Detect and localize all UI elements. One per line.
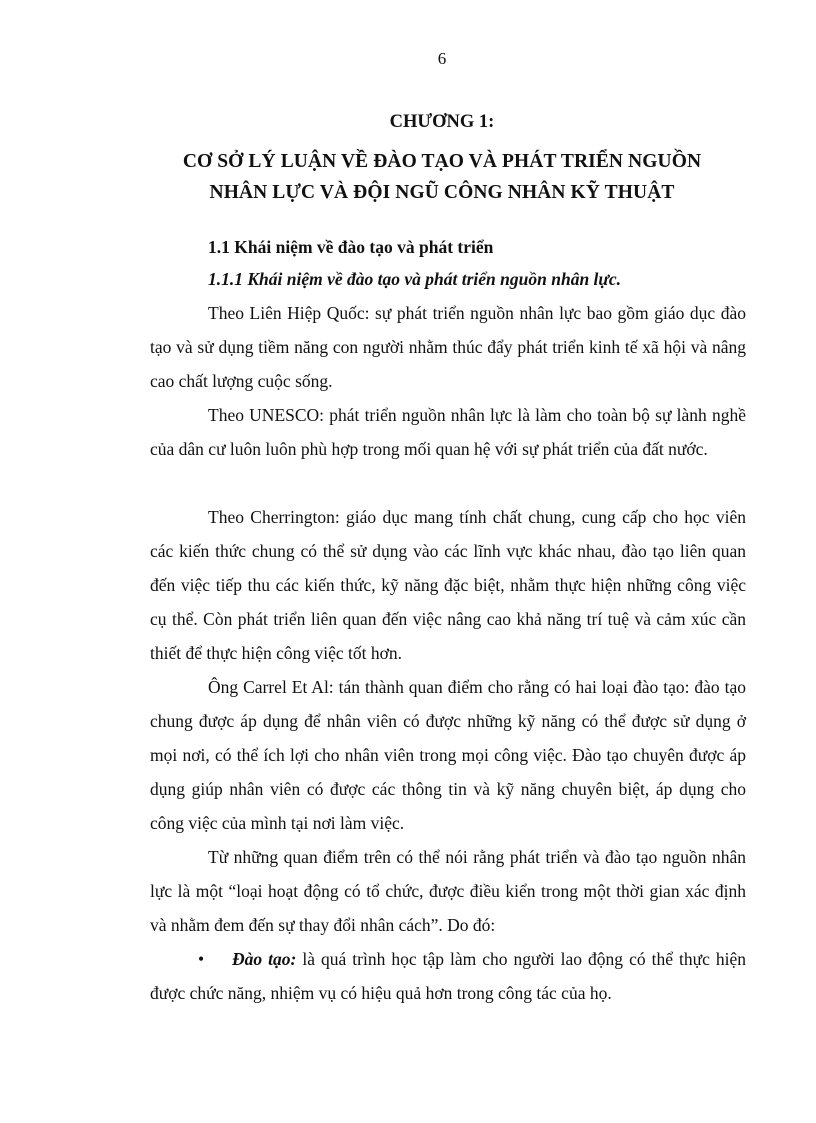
chapter-title-line-2: NHÂN LỰC VÀ ĐỘI NGŨ CÔNG NHÂN KỸ THUẬT [209, 182, 675, 203]
chapter-title-line-1: CƠ SỞ LÝ LUẬN VỀ ĐÀO TẠO VÀ PHÁT TRIỂN NGUỒN [182, 151, 702, 172]
paragraph-un-definition [150, 296, 746, 398]
paragraph-text: Theo Liên Hiệp Quốc: sự phát triển nguồn nhân lực bao gồm giáo dục đào tạo và sử dụng tiềm năng con người nhằm thúc đẩy phát triển kinh tế xã hội và nâng cao chất lượng cuộc sống. [150, 303, 746, 391]
section-heading-1-1: 1.1 Khái niệm về đào tạo và phát triển [208, 237, 494, 257]
chapter-title [150, 146, 734, 208]
bullet-paragraph [150, 942, 746, 1010]
bullet-text: là quá trình học tập làm cho người lao động có thể thực hiện được chức năng, nhiệm vụ có hiệu quả hơn trong công tác của họ. [150, 949, 746, 1003]
bullet-term: Đào tạo: [232, 949, 297, 969]
subsection-heading-1-1-1: 1.1.1 Khái niệm về đào tạo và phát triển nguồn nhân lực. [208, 269, 622, 289]
paragraph-text: Từ những quan điểm trên có thể nói rằng phát triển và đào tạo nguồn nhân lực là một “loại hoạt động có tổ chức, được điều kiển trong một thời gian xác định và nhằm đem đến sự thay đổi nhân cách”. Do đó: [150, 847, 746, 935]
paragraph-conclusion [150, 840, 746, 942]
paragraph-unesco-definition [150, 398, 746, 466]
bullet-item-dao-tao [150, 942, 746, 1010]
paragraph-carrel-definition [150, 670, 746, 840]
paragraph-cherrington-definition [150, 500, 746, 670]
paragraph-text: Theo Cherrington: giáo dục mang tính chất chung, cung cấp cho học viên các kiến thức chung có thể sử dụng vào các lĩnh vực khác nhau, đào tạo liên quan đến việc tiếp thu các kiến thức, kỹ năng đặc biệt, nhằm thực hiện những công việc cụ thể. Còn phát triển liên quan đến việc nâng cao khả năng trí tuệ và cảm xúc cần thiết để thực hiện công việc tốt hơn. [150, 507, 746, 663]
bullet-dot-icon: • [198, 949, 205, 969]
page-number: 6 [437, 49, 447, 68]
chapter-label: CHƯƠNG 1: [389, 112, 495, 132]
paragraph-text: Ông Carrel Et Al: tán thành quan điểm cho rằng có hai loại đào tạo: đào tạo chung được áp dụng để nhân viên có được những kỹ năng có thể được sử dụng ở mọi nơi, có thể ích lợi cho nhân viên trong mọi công việc. Đào tạo chuyên được áp dụng giúp nhân viên có được các thông tin và kỹ năng chuyên biệt, áp dụng cho công việc của mình tại nơi làm việc. [150, 677, 746, 833]
paragraph-text: Theo UNESCO: phát triển nguồn nhân lực là làm cho toàn bộ sự lành nghề của dân cư luôn luôn phù hợp trong mối quan hệ với sự phát triển của đất nước. [150, 405, 746, 459]
